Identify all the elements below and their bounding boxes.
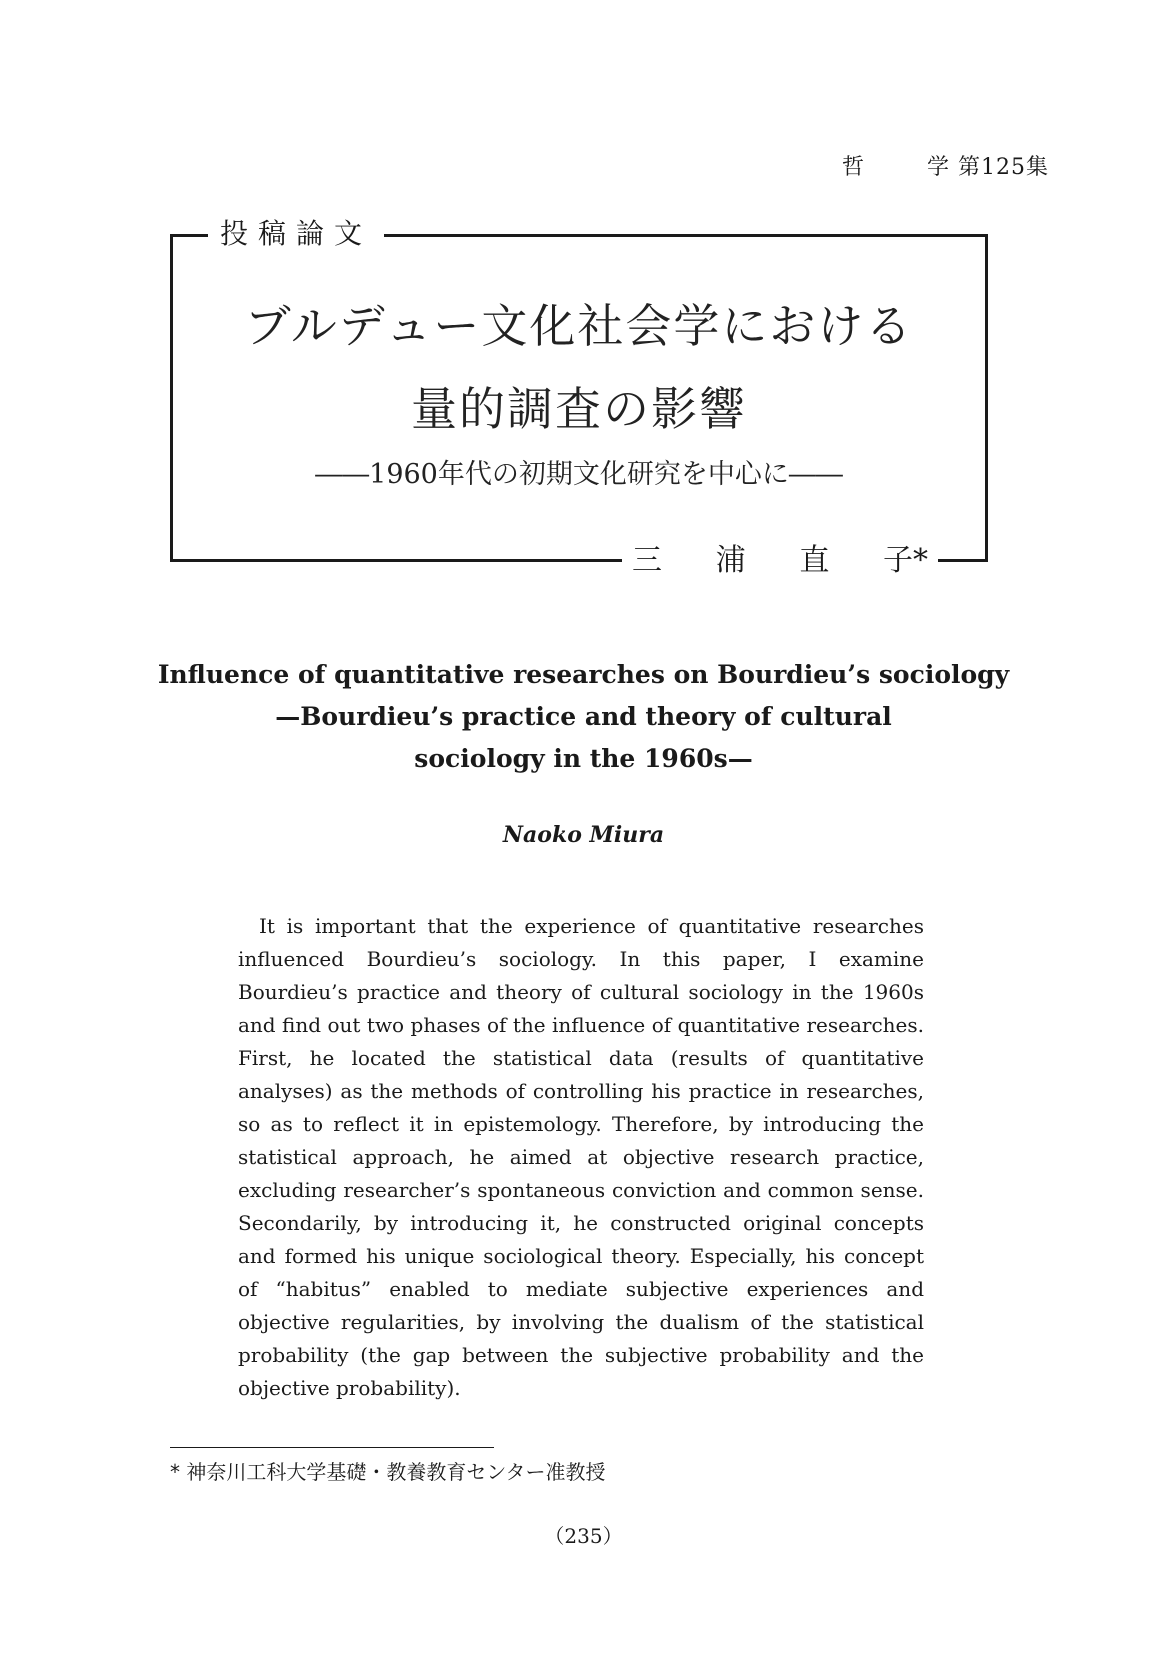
journal-name-part1: 哲 <box>841 155 865 180</box>
author-char: 直 <box>799 543 830 578</box>
category-label: 投稿論文 <box>208 216 384 252</box>
author-char: 子* <box>882 543 928 578</box>
footnote-rule <box>170 1447 494 1448</box>
japanese-author <box>622 540 938 582</box>
english-title-line1: Influence of quantitative researches on Bourdieu’s sociology <box>157 660 1010 689</box>
english-title-line2: —Bourdieu’s practice and theory of cultural <box>275 702 892 731</box>
japanese-title-line2: 量的調査の影響 <box>411 382 747 436</box>
english-author: Naoko Miura <box>502 822 665 848</box>
japanese-subtitle: ――1960年代の初期文化研究を中心に―― <box>315 459 843 490</box>
japanese-title-line1: ブルデュー文化社会学における <box>244 299 914 353</box>
journal-name-part2: 学 <box>926 155 950 180</box>
english-title-line3: sociology in the 1960s— <box>414 744 753 773</box>
journal-header <box>842 150 1049 181</box>
journal-volume: 第125集 <box>958 155 1049 180</box>
author-char: 三 <box>632 543 662 578</box>
page-number: （235） <box>544 1524 623 1548</box>
author-char: 浦 <box>715 543 746 578</box>
footnote: * 神奈川工科大学基礎・教養教育センター准教授 <box>170 1460 606 1484</box>
abstract: It is important that the experience of quantitative researches influenced Bourdieu’s sociology. In this paper, I examine Bourdieu’s practice and theory of cultural sociology in the 1960s and find out two phases of the influence of quantitative researches. First, he located the statistical data (results of quantitative analyses) as the methods of controlling his practice in researches, so as to reflect it in epistemology. Therefore, by introducing the statistical approach, he aimed at objective research practice, excluding researcher’s spontaneous conviction and common sense. Secondarily, by introducing it, he constructed original concepts and formed his unique sociological theory. Especially, his concept of “habitus” enabled to mediate subjective experiences and objective regularities, by involving the dualism of the statistical probability (the gap between the subjective probability and the objective probability). <box>238 914 924 1400</box>
english-title <box>100 654 1067 780</box>
